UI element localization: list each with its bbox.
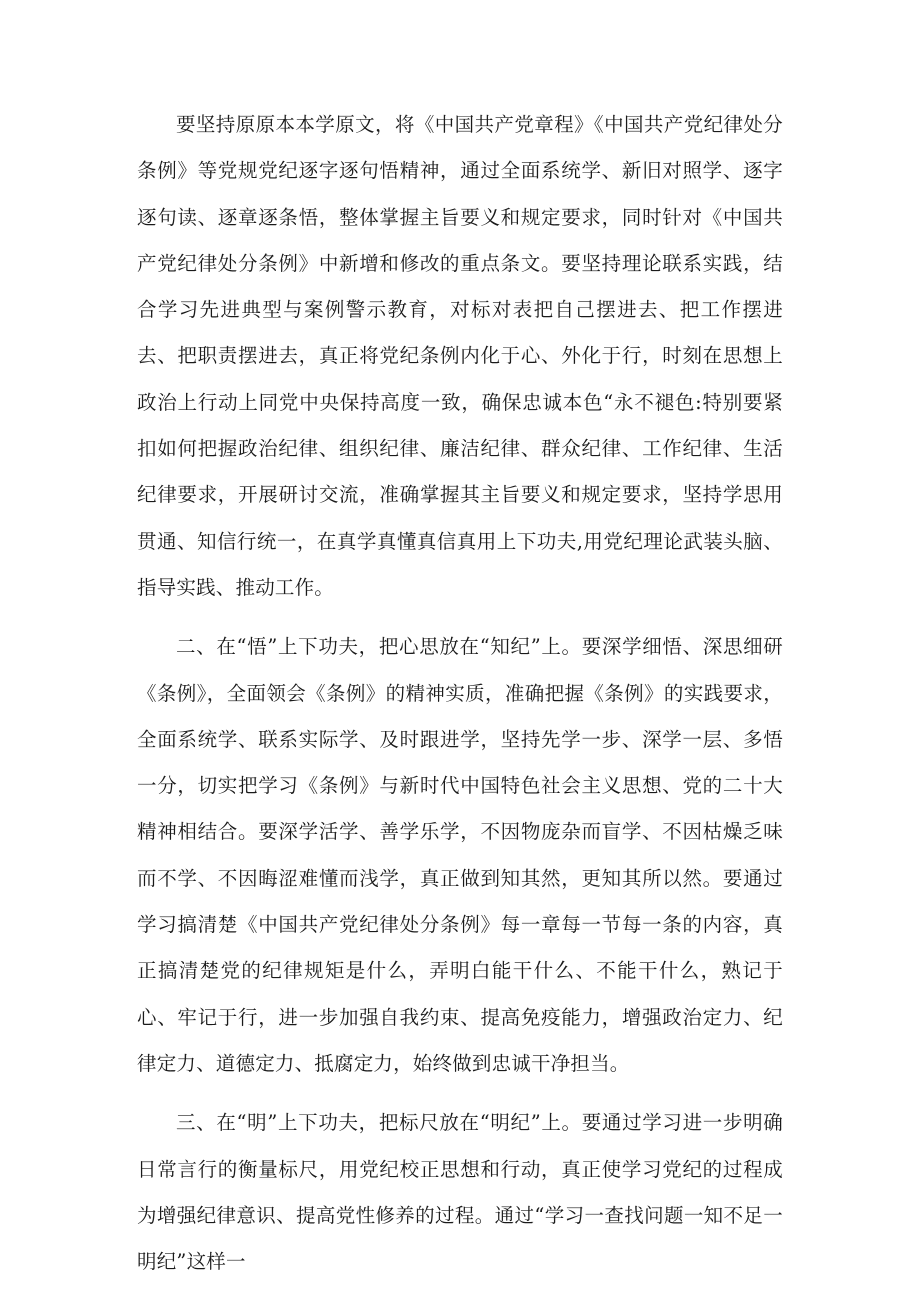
paragraph-study-original-text: 要坚持原原本本学原文，将《中国共产党章程》《中国共产党纪律处分条例》等党规党纪逐字逐句悟精神，通过全面系统学、新旧对照学、逐字逐句读、逐章逐条悟，整体掌握主旨要义和规定要求，同时针对《中国共产党纪律处分条例》中新增和修改的重点条文。要坚持理论联系实践，结合学习先进典型与案例警示教育，对标对表把自己摆进去、把工作摆进去、把职责摆进去，真正将党纪条例内化于心、外化于行，时刻在思想上政治上行动上同党中央保持高度一致，确保忠诚本色“永不褪色:特别要紧扣如何把握政治纪律、组织纪律、廉洁纪律、群众纪律、工作纪律、生活纪律要求，开展研讨交流，准确掌握其主旨要义和规定要求，坚持学思用贯通、知信行统一，在真学真懂真信真用上下功夫,用党纪理论武装头脑、指导实践、推动工作。 bbox=[137, 113, 783, 599]
paragraph-section-two-wu: 二、在“悟”上下功夫，把心思放在“知纪”上。要深学细悟、深思细研《条例》，全面领会《条例》的精神实质，准确把握《条例》的实践要求，全面系统学、联系实际学、及时跟进学，坚持先学一步、深学一层、多悟一分，切实把学习《条例》与新时代中国特色社会主义思想、党的二十大精神相结合。要深学活学、善学乐学，不因物庞杂而盲学、不因枯燥乏味而不学、不因晦涩难懂而浅学，真正做到知其然，更知其所以然。要通过学习搞清楚《中国共产党纪律处分条例》每一章每一节每一条的内容，真正搞清楚党的纪律规矩是什么，弄明白能干什么、不能干什么，熟记于心、牢记于行，进一步加强自我约束、提高免疫能力，增强政治定力、纪律定力、道德定力、抵腐定力，始终做到忠诚干净担当。 bbox=[137, 635, 783, 1075]
paragraph-section-three-ming: 三、在“明”上下功夫，把标尺放在“明纪”上。要通过学习进一步明确日常言行的衡量标尺，用党纪校正思想和行动，真正使学习党纪的过程成为增强纪律意识、提高党性修养的过程。通过“学习一查找问题一知不足一明纪”这样一 bbox=[137, 1111, 783, 1274]
document-body bbox=[137, 102, 783, 1285]
